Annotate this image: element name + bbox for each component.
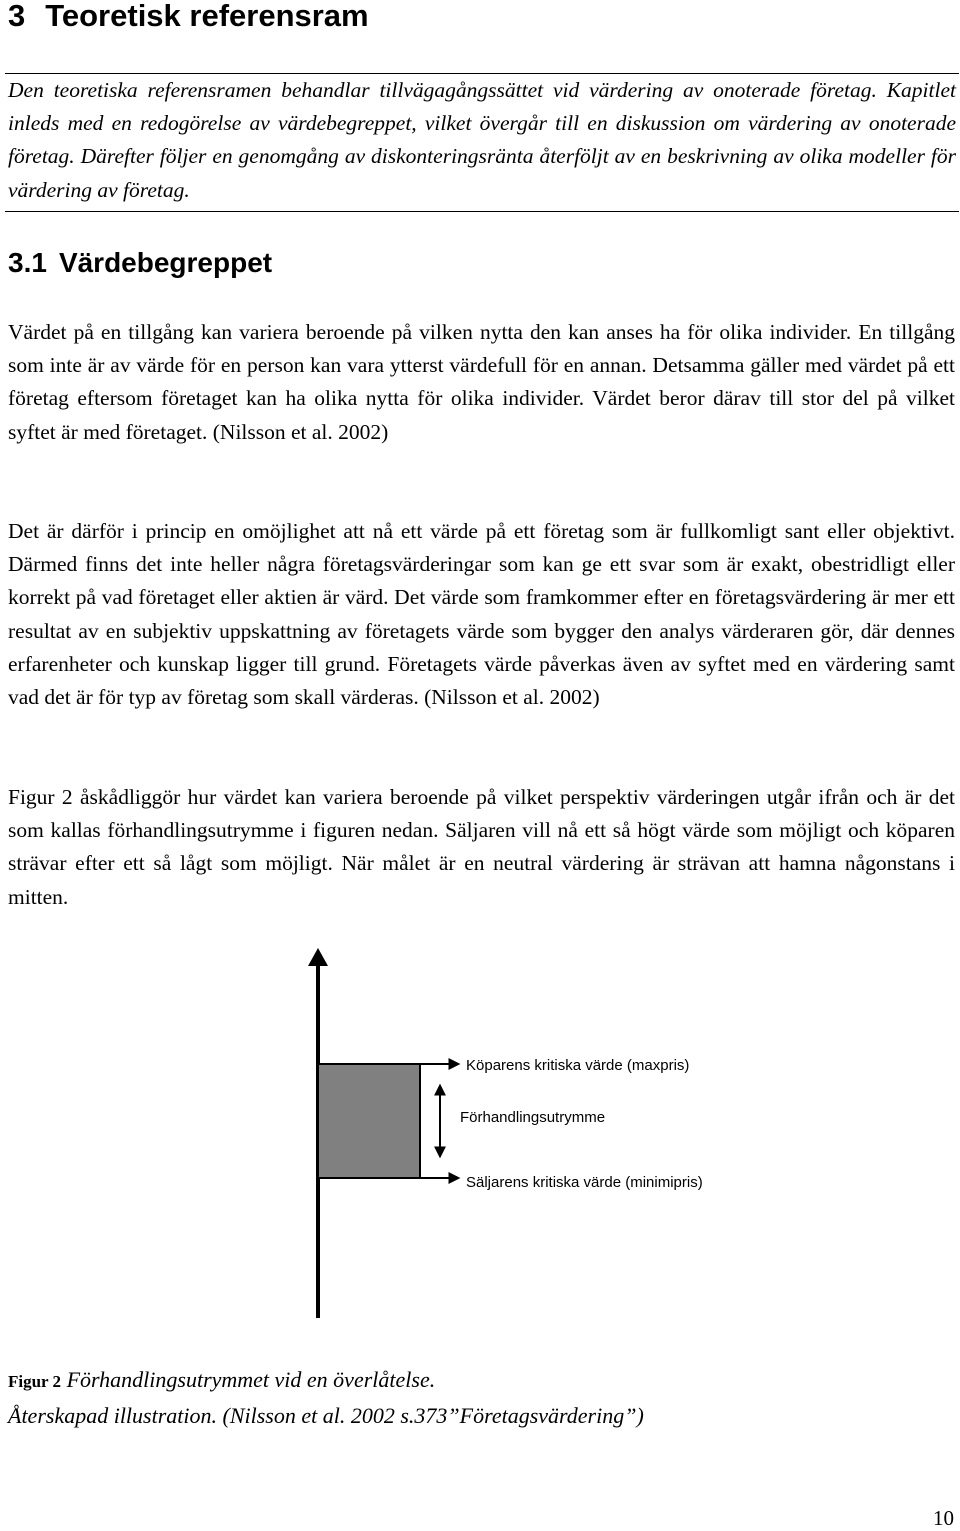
chapter-abstract: Den teoretiska referensramen behandlar tillvägagångssättet vid värdering av onoterade företag. Kapitlet inleds med en redogörelse av värdebegreppet, vilket övergår till en diskussion om värdering av onoterade företag. Därefter följer en genomgång av diskonteringsränta återföljt av en beskrivning av olika modeller för värdering av företag. <box>8 78 956 202</box>
chapter-number: 3 <box>8 0 26 33</box>
chapter-title: Teoretisk referensram <box>45 0 369 33</box>
negotiation-range-box <box>318 1064 420 1178</box>
abstract-bottom-rule <box>5 211 959 212</box>
paragraph-1: Värdet på en tillgång kan variera beroende på vilken nytta den kan anses ha för olika individer. En tillgång som inte är av värde för en person kan vara ytterst värdefull för en annan. Detsamma gäller med värdet på ett företag eftersom företaget kan ha olika nytta för olika individer. Värdet beror därav till stor del på vilket syftet är med företaget. (Nilsson et al. 2002) <box>8 320 955 444</box>
caption-source: Återskapad illustration. (Nilsson et al. 2002 s.373”Företagsvärdering”) <box>8 1403 644 1428</box>
caption-figure-number: Figur 2 <box>8 1372 62 1391</box>
caption-title: Förhandlingsutrymmet vid en överlåtelse. <box>66 1367 436 1392</box>
paragraph-2: Det är därför i princip en omöjlighet att nå ett värde på ett företag som är fullkomligt sant eller objektivt. Därmed finns det inte heller några företagsvärderingar som kan ge ett svar som är exakt, obestridligt eller korrekt på vad företaget eller aktien är värd. Det värde som framkommer efter en företagsvärdering är mer ett resultat av en subjektiv uppskattning av företagets värde som bygger den analys värderaren gör, där dennes erfarenheter och kunskap ligger till grund. Företagets värde påverkas även av syftet med en värdering samt vad det är för typ av företag som skall värderas. (Nilsson et al. 2002) <box>8 519 955 710</box>
label-min-price: Säljarens kritiska värde (minimipris) <box>466 1174 703 1191</box>
axis-arrow-icon <box>308 948 328 966</box>
negotiation-diagram <box>0 940 960 1340</box>
label-negotiation-range: Förhandlingsutrymme <box>460 1109 606 1126</box>
page-number: 10 <box>933 1506 954 1530</box>
section-heading <box>8 244 272 282</box>
label-max-price: Köparens kritiska värde (maxpris) <box>466 1057 690 1074</box>
chapter-heading <box>8 0 369 36</box>
section-title: Värdebegreppet <box>58 247 273 278</box>
section-number: 3.1 <box>8 247 47 278</box>
paragraph-3: Figur 2 åskådliggör hur värdet kan variera beroende på vilket perspektiv värderingen utgår ifrån och är det som kallas förhandlingsutrymme i figuren nedan. Säljaren vill nå ett så högt värde som möjligt och köparen strävar efter ett så lågt som möjligt. När målet är en neutral värdering är strävan att hamna någonstans i mitten. <box>8 785 955 909</box>
figure-caption <box>8 1363 644 1433</box>
